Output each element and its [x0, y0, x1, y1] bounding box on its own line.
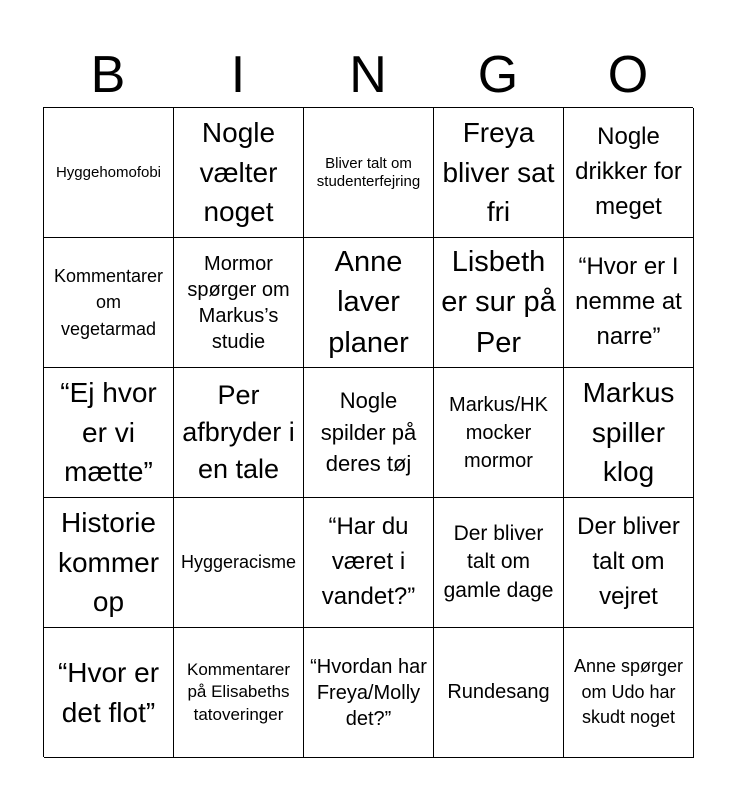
bingo-cell-r3-c1[interactable]: “Ej hvor er vi mætte” [44, 368, 174, 498]
bingo-cell-r5-c3[interactable]: “Hvordan har Freya/Molly det?” [304, 628, 434, 758]
bingo-cell-r3-c4[interactable]: Markus/HK mocker mormor [434, 368, 564, 498]
bingo-cell-r4-c5[interactable]: Der bliver talt om vejret [564, 498, 694, 628]
bingo-cell-r3-c3[interactable]: Nogle spilder på deres tøj [304, 368, 434, 498]
header-letter-n: N [349, 46, 387, 104]
bingo-cell-r1-c1[interactable]: Hyggehomofobi [44, 108, 174, 238]
header-letter-b: B [90, 46, 126, 104]
bingo-cell-r2-c3[interactable]: Anne laver planer [304, 238, 434, 368]
bingo-cell-r3-c2[interactable]: Per afbryder i en tale [174, 368, 304, 498]
bingo-cell-r2-c1[interactable]: Kommentarer om vegetarmad [44, 238, 174, 368]
bingo-cell-r5-c1[interactable]: “Hvor er det flot” [44, 628, 174, 758]
bingo-grid [43, 107, 693, 757]
bingo-cell-r1-c2[interactable]: Nogle vælter noget [174, 108, 304, 238]
bingo-cell-r1-c5[interactable]: Nogle drikker for meget [564, 108, 694, 238]
bingo-cell-r2-c4[interactable]: Lisbeth er sur på Per [434, 238, 564, 368]
header-letter-i: I [230, 46, 246, 104]
bingo-cell-r4-c3[interactable]: “Har du været i vandet?” [304, 498, 434, 628]
bingo-cell-r5-c5[interactable]: Anne spørger om Udo har skudt noget [564, 628, 694, 758]
bingo-cell-r4-c2[interactable]: Hyggeracisme [174, 498, 304, 628]
bingo-cell-r1-c3[interactable]: Bliver talt om studenterfejring [304, 108, 434, 238]
bingo-cell-r3-c5[interactable]: Markus spiller klog [564, 368, 694, 498]
bingo-cell-r2-c5[interactable]: “Hvor er I nemme at narre” [564, 238, 694, 368]
header-letter-o: O [607, 46, 649, 104]
bingo-cell-r5-c4[interactable]: Rundesang [434, 628, 564, 758]
bingo-cell-r5-c2[interactable]: Kommentarer på Elisabeths tatoveringer [174, 628, 304, 758]
header-letter-g: G [477, 46, 519, 104]
bingo-cell-r2-c2[interactable]: Mormor spørger om Markus’s studie [174, 238, 304, 368]
bingo-cell-r4-c4[interactable]: Der bliver talt om gamle dage [434, 498, 564, 628]
bingo-cell-r4-c1[interactable]: Historie kommer op [44, 498, 174, 628]
bingo-cell-r1-c4[interactable]: Freya bliver sat fri [434, 108, 564, 238]
bingo-header [43, 44, 693, 106]
